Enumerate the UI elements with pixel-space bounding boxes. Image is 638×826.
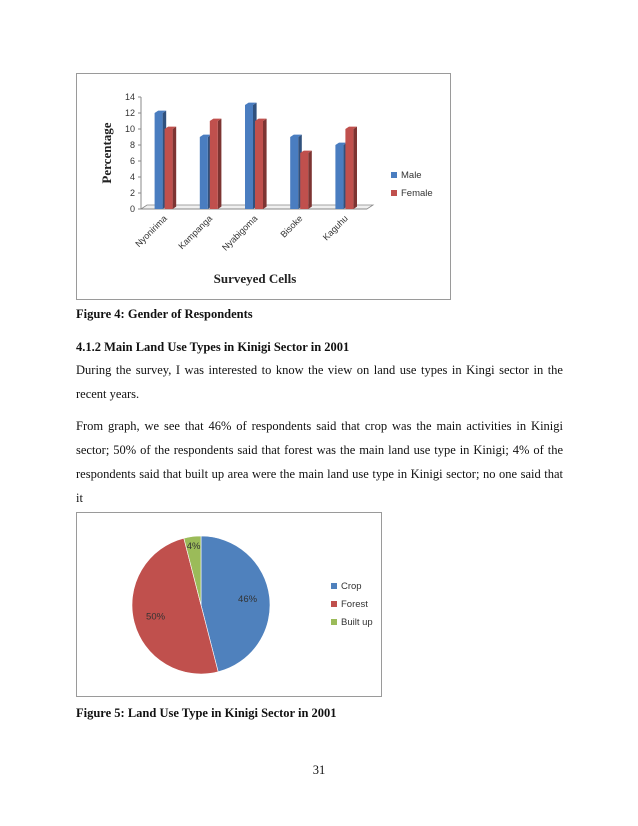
y-tick-label: 12 [124, 108, 135, 118]
page-number: 31 [312, 763, 326, 777]
x-axis-title: Surveyed Cells [213, 271, 297, 286]
land-use-pie-chart [77, 513, 381, 696]
legend-swatch-built-up [331, 619, 337, 625]
y-tick-label: 14 [124, 92, 135, 102]
legend-swatch-male [391, 172, 397, 178]
y-tick-label: 0 [129, 204, 135, 214]
pie-chart-figure [76, 512, 382, 697]
paragraph-1-line: During the survey, I was interested to know the view on land use types in Kingi sector in the [76, 363, 563, 377]
x-tick-label: Bisoke [278, 213, 305, 240]
bar-female-kampanga [210, 119, 222, 209]
y-tick-label: 4 [129, 172, 135, 182]
pie-data-label: 50% [146, 611, 166, 623]
bar-female-nyonirima [165, 127, 177, 209]
legend-swatch-forest [331, 601, 337, 607]
legend-label-crop: Crop [341, 581, 362, 592]
figure-5-caption: Figure 5: Land Use Type in Kinigi Sector in 2001 [76, 706, 337, 720]
y-tick-label: 8 [129, 140, 135, 150]
bar-male-kampanga [200, 135, 212, 209]
legend-swatch-crop [331, 583, 337, 589]
y-tick-label: 10 [124, 124, 135, 134]
bar-male-bisoke [290, 135, 302, 209]
bar-male-nyabigoma [245, 103, 257, 209]
legend-label-female: Female [401, 188, 433, 199]
legend-label-built-up: Built up [341, 617, 373, 628]
figure-4-caption: Figure 4: Gender of Respondents [76, 307, 253, 321]
section-heading: 4.1.2 Main Land Use Types in Kinigi Sector in 2001 [76, 340, 350, 354]
bar-female-bisoke [300, 151, 312, 209]
paragraph-2-line: respondents said that built up area were the main land use type in Kinigi sector; no one said that it [76, 467, 563, 505]
bar-female-kaguhu [345, 127, 357, 209]
bar-male-kaguhu [335, 143, 347, 209]
x-tick-label: Nyabigoma [220, 213, 260, 253]
y-tick-label: 6 [129, 156, 135, 166]
paragraph-2-line: sector; 50% of the respondents said that forest was the main land use type in Kinigi; 4% of the [76, 443, 563, 457]
paragraph-1-line: recent years. [76, 387, 140, 401]
x-tick-label: Kampanga [176, 213, 215, 252]
legend-swatch-female [391, 190, 397, 196]
legend-label-forest: Forest [341, 599, 368, 610]
bar-male-nyonirima [155, 111, 167, 209]
x-tick-label: Nyonirima [133, 213, 170, 250]
paragraph-2-line: From graph, we see that 46% of respondents said that crop was the main activities in Kinigi [76, 419, 563, 433]
x-tick-label: Kaguhu [320, 213, 350, 243]
legend-label-male: Male [401, 170, 422, 181]
gender-bar-chart [77, 74, 450, 299]
pie-data-label: 4% [186, 541, 201, 553]
bar-chart-figure [76, 73, 451, 300]
paragraph-1 [76, 358, 563, 406]
pie-data-label: 46% [238, 594, 258, 606]
y-axis-title: Percentage [99, 122, 114, 184]
bar-female-nyabigoma [255, 119, 267, 209]
y-tick-label: 2 [129, 188, 135, 198]
